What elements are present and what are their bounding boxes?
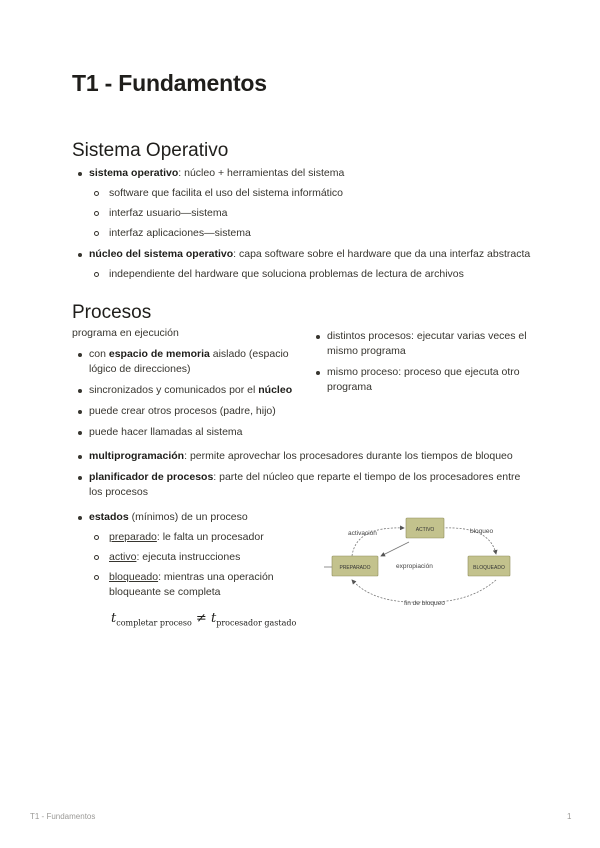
- sub-list-item: [89, 570, 297, 600]
- formula-subscript: completar proceso: [116, 618, 192, 628]
- list-item: [72, 449, 534, 464]
- sub-list-item: interfaz usuario—sistema: [89, 206, 542, 221]
- sub-list: [89, 267, 542, 282]
- label-fin-de-bloqueo: fin de bloqueo: [404, 600, 445, 607]
- bold-term: sistema operativo: [89, 167, 179, 179]
- item-text: (mínimos) de un proceso: [128, 511, 248, 523]
- procesos-right-list: [310, 329, 532, 395]
- sub-list-item: independiente del hardware que soluciona problemas de lectura de archivos: [89, 267, 542, 282]
- list-item: puede crear otros procesos (padre, hijo): [72, 404, 297, 419]
- formula: [111, 611, 296, 628]
- sub-list: [89, 186, 542, 241]
- node-bloqueado-label: BLOQUEADO: [473, 565, 505, 571]
- label-expropiacion: expropiación: [396, 563, 433, 570]
- list-item: [72, 470, 534, 500]
- item-text: : mientras una operación bloqueante se completa: [109, 571, 274, 598]
- arrow-expropiacion: [381, 542, 409, 556]
- estados-list: [72, 510, 297, 600]
- underlined-term: bloqueado: [109, 571, 159, 583]
- bold-term: multiprogramación: [89, 450, 185, 462]
- item-text: : parte del núcleo que reparte el tiempo de los procesadores entre los procesos: [89, 471, 521, 498]
- label-activacion: activación: [348, 530, 377, 537]
- bold-term: estados: [89, 511, 129, 523]
- node-preparado-label: PREPARADO: [339, 565, 371, 571]
- bold-term: núcleo: [258, 384, 293, 396]
- item-text: aislado (espacio lógico de direcciones): [89, 348, 289, 375]
- sub-list-item: software que facilita el uso del sistema informático: [89, 186, 542, 201]
- page-title: T1 - Fundamentos: [72, 70, 267, 96]
- item-text: : ejecuta instrucciones: [136, 551, 241, 563]
- formula-var: t: [111, 611, 117, 626]
- footer-title: T1 - Fundamentos: [30, 812, 96, 821]
- list-item: [72, 166, 542, 241]
- bold-term: planificador de procesos: [89, 471, 214, 483]
- formula-neq: ≠: [195, 611, 207, 626]
- heading-procesos: Procesos: [72, 302, 152, 323]
- process-state-diagram: [318, 512, 524, 610]
- bold-term: núcleo del sistema operativo: [89, 248, 234, 260]
- list-item: distintos procesos: ejecutar varias veces el mismo programa: [310, 329, 532, 359]
- procesos-main-list-block: [72, 449, 534, 506]
- footer-page-number: 1: [567, 812, 572, 821]
- sub-list-item: interfaz aplicaciones—sistema: [89, 226, 542, 241]
- formula-var: t: [210, 611, 217, 626]
- sistema-list-block: [72, 166, 542, 288]
- item-text: sincronizados y comunicados por el: [89, 384, 259, 396]
- procesos-main-list: [72, 449, 534, 500]
- item-text: : le falta un procesador: [156, 531, 264, 543]
- formula-subscript: procesador gastado: [216, 618, 297, 628]
- arrow-fin-bloqueo: [352, 580, 496, 602]
- sub-list-item: [89, 550, 297, 565]
- item-text: : núcleo + herramientas del sistema: [178, 167, 345, 179]
- procesos-left-list: [72, 347, 297, 440]
- list-item: mismo proceso: proceso que ejecuta otro programa: [310, 365, 532, 395]
- procesos-left-column: [72, 347, 297, 446]
- sub-list: [89, 530, 297, 600]
- estados-block: [72, 510, 297, 606]
- item-text: con: [89, 348, 109, 360]
- label-bloqueo: bloqueo: [470, 528, 494, 535]
- item-text: : permite aprovechar los procesadores durante los tiempos de bloqueo: [184, 450, 513, 462]
- underlined-term: preparado: [109, 531, 157, 543]
- list-item: [72, 347, 297, 377]
- list-item: [72, 510, 297, 600]
- list-item: [72, 247, 542, 282]
- underlined-term: activo: [109, 551, 137, 563]
- sub-list-item: [89, 530, 297, 545]
- item-text: : capa software sobre el hardware que da una interfaz abstracta: [233, 248, 531, 260]
- node-activo-label: ACTIVO: [415, 527, 435, 533]
- heading-sistema-operativo: Sistema Operativo: [72, 140, 229, 161]
- bold-term: espacio de memoria: [108, 348, 210, 360]
- procesos-intro: programa en ejecución: [72, 327, 179, 339]
- list-item: puede hacer llamadas al sistema: [72, 425, 297, 440]
- procesos-right-column: [310, 329, 532, 401]
- sistema-list: [72, 166, 542, 282]
- list-item: [72, 383, 297, 398]
